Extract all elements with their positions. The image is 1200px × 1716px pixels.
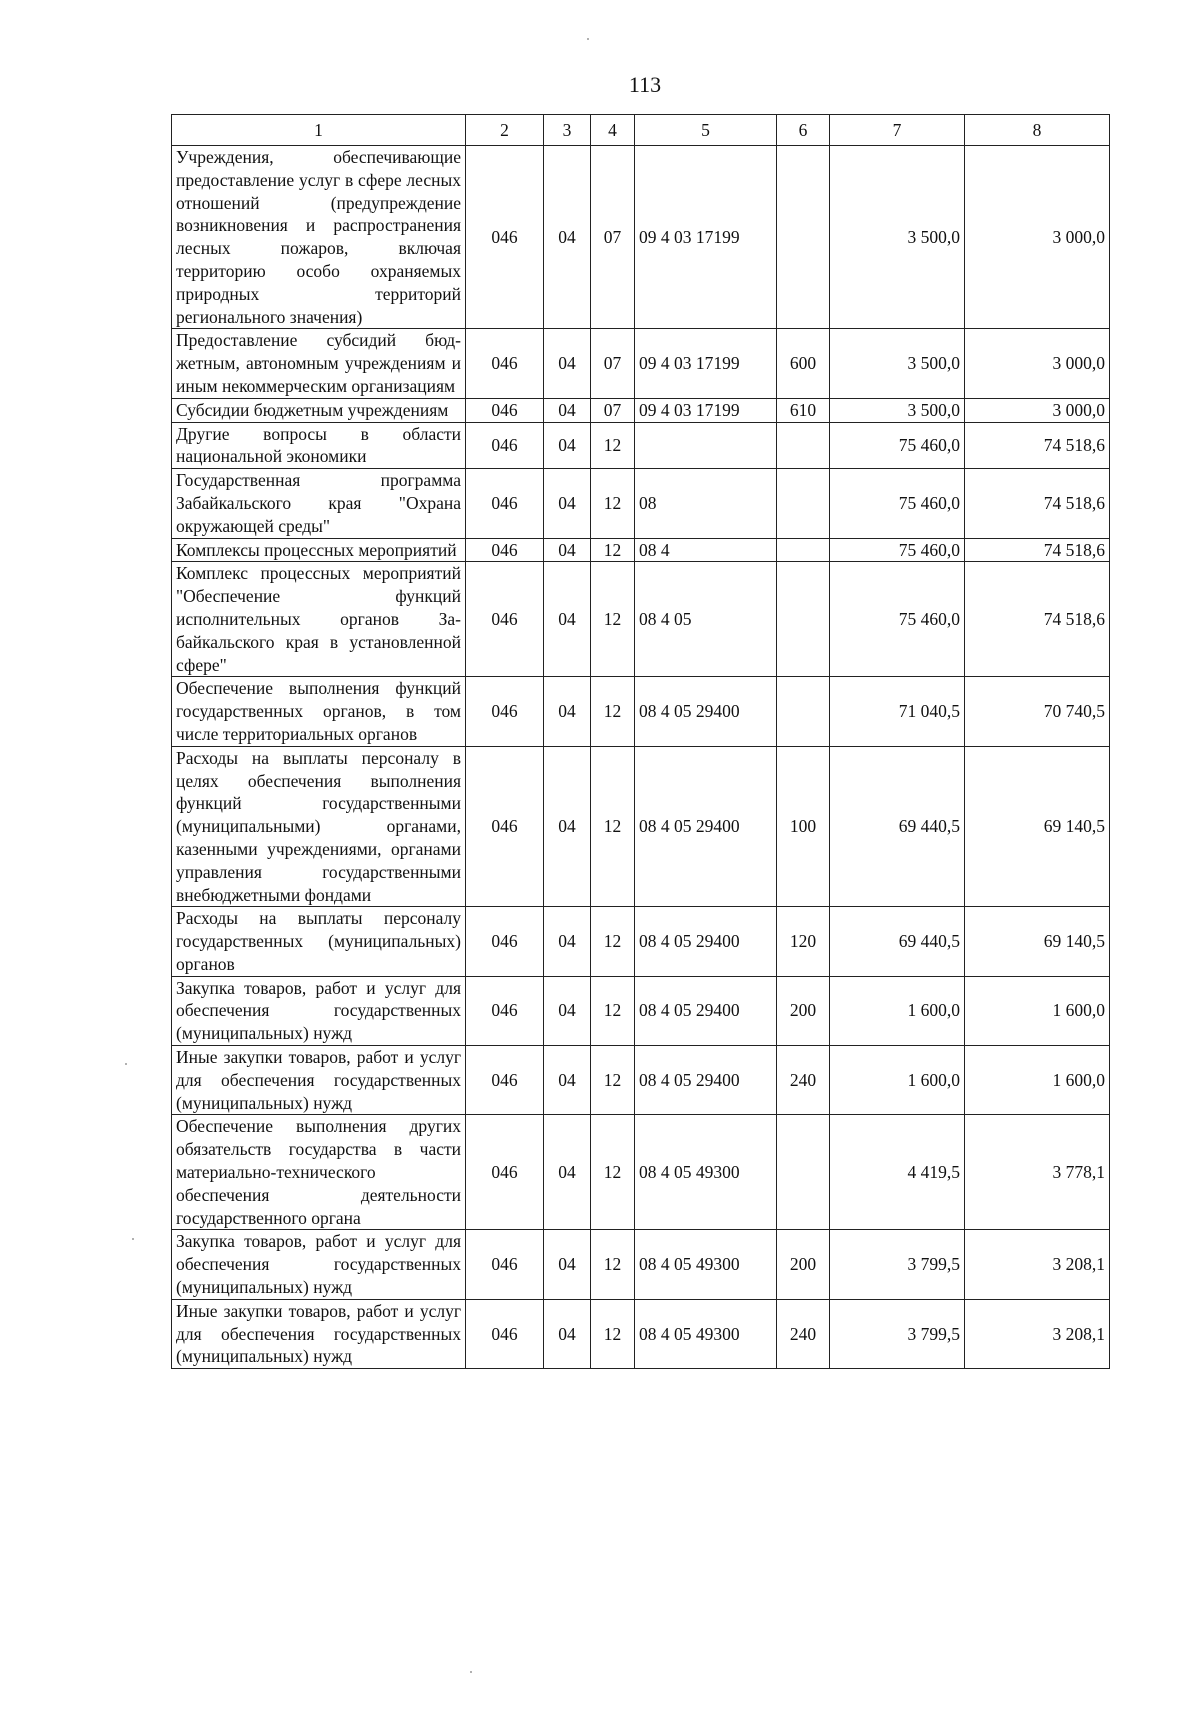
row-ved-code: 046 bbox=[466, 1230, 544, 1299]
row-expense-type bbox=[777, 538, 830, 562]
row-section-code: 04 bbox=[544, 422, 591, 469]
row-name: Обеспечение выполнения функций государственных органов, в том числе территориальных органов bbox=[172, 677, 466, 746]
row-section-code: 04 bbox=[544, 746, 591, 907]
row-target-article: 08 4 05 bbox=[635, 562, 777, 677]
row-ved-code: 046 bbox=[466, 1115, 544, 1230]
row-ved-code: 046 bbox=[466, 329, 544, 398]
row-ved-code: 046 bbox=[466, 1299, 544, 1368]
row-target-article: 08 bbox=[635, 469, 777, 538]
table-row bbox=[172, 422, 1110, 469]
row-section-code: 04 bbox=[544, 1230, 591, 1299]
row-target-article: 09 4 03 17199 bbox=[635, 329, 777, 398]
row-section-code: 04 bbox=[544, 907, 591, 976]
table-row bbox=[172, 976, 1110, 1045]
column-header-7: 7 bbox=[830, 115, 965, 146]
row-name: Расходы на выплаты персоналу в целях обеспечения выполнения функций государственными (муниципальными) органами, казенными учреждениями, органами управления государственными внебюджетными фондами bbox=[172, 746, 466, 907]
row-name: Учреждения, обеспечивающие предоставление услуг в сфере лесных отношений (предупреждение возникновения и распространения лесных пожаров, включая территорию особо охраняемых природных территорий регионального значения) bbox=[172, 146, 466, 329]
row-subsection-code: 12 bbox=[591, 1230, 635, 1299]
row-section-code: 04 bbox=[544, 146, 591, 329]
row-target-article: 08 4 05 29400 bbox=[635, 907, 777, 976]
row-ved-code: 046 bbox=[466, 398, 544, 422]
row-ved-code: 046 bbox=[466, 907, 544, 976]
row-name: Предоставление субсидий бюджетным, автономным учреждениям и иным некоммерческим организациям bbox=[172, 329, 466, 398]
table-row bbox=[172, 538, 1110, 562]
row-amount-year-1: 1 600,0 bbox=[830, 1046, 965, 1115]
row-name: Комплексы процессных мероприятий bbox=[172, 538, 466, 562]
row-amount-year-2: 3 208,1 bbox=[965, 1230, 1110, 1299]
row-section-code: 04 bbox=[544, 562, 591, 677]
row-expense-type: 200 bbox=[777, 976, 830, 1045]
row-section-code: 04 bbox=[544, 976, 591, 1045]
table-row bbox=[172, 746, 1110, 907]
table-row bbox=[172, 146, 1110, 329]
row-amount-year-1: 69 440,5 bbox=[830, 746, 965, 907]
row-subsection-code: 07 bbox=[591, 146, 635, 329]
row-subsection-code: 12 bbox=[591, 1299, 635, 1368]
row-section-code: 04 bbox=[544, 677, 591, 746]
row-amount-year-2: 74 518,6 bbox=[965, 562, 1110, 677]
row-subsection-code: 12 bbox=[591, 1115, 635, 1230]
row-target-article: 08 4 05 49300 bbox=[635, 1299, 777, 1368]
row-name: Закупка товаров, работ и услуг для обеспечения государственных (муниципальных) нужд bbox=[172, 1230, 466, 1299]
header-row bbox=[172, 115, 1110, 146]
table-row bbox=[172, 1115, 1110, 1230]
column-header-5: 5 bbox=[635, 115, 777, 146]
row-expense-type bbox=[777, 146, 830, 329]
row-subsection-code: 12 bbox=[591, 538, 635, 562]
row-subsection-code: 12 bbox=[591, 746, 635, 907]
row-section-code: 04 bbox=[544, 1115, 591, 1230]
row-amount-year-1: 75 460,0 bbox=[830, 469, 965, 538]
row-subsection-code: 12 bbox=[591, 907, 635, 976]
row-section-code: 04 bbox=[544, 1299, 591, 1368]
row-target-article: 08 4 05 29400 bbox=[635, 976, 777, 1045]
table-row bbox=[172, 469, 1110, 538]
row-ved-code: 046 bbox=[466, 538, 544, 562]
row-amount-year-2: 1 600,0 bbox=[965, 976, 1110, 1045]
row-name: Закупка товаров, работ и услуг для обеспечения государственных (муниципальных) нужд bbox=[172, 976, 466, 1045]
row-subsection-code: 12 bbox=[591, 976, 635, 1045]
row-expense-type bbox=[777, 677, 830, 746]
row-subsection-code: 07 bbox=[591, 329, 635, 398]
row-amount-year-1: 1 600,0 bbox=[830, 976, 965, 1045]
table-row bbox=[172, 1046, 1110, 1115]
row-name: Иные закупки товаров, работ и услуг для обеспечения государственных (муниципальных) нужд bbox=[172, 1046, 466, 1115]
column-header-4: 4 bbox=[591, 115, 635, 146]
row-amount-year-2: 3 208,1 bbox=[965, 1299, 1110, 1368]
row-expense-type: 610 bbox=[777, 398, 830, 422]
row-name: Субсидии бюджетным учреждениям bbox=[172, 398, 466, 422]
row-amount-year-1: 3 500,0 bbox=[830, 146, 965, 329]
row-name: Обеспечение выполнения других обязательств государства в части материально-технического обеспечения деятельности государственного органа bbox=[172, 1115, 466, 1230]
table-row bbox=[172, 1230, 1110, 1299]
row-amount-year-2: 69 140,5 bbox=[965, 746, 1110, 907]
row-target-article: 09 4 03 17199 bbox=[635, 146, 777, 329]
table-body bbox=[172, 146, 1110, 1369]
row-amount-year-1: 3 500,0 bbox=[830, 329, 965, 398]
row-subsection-code: 07 bbox=[591, 398, 635, 422]
row-name: Государственная программа Забайкальского края "Охрана окружающей среды" bbox=[172, 469, 466, 538]
row-amount-year-2: 69 140,5 bbox=[965, 907, 1110, 976]
row-subsection-code: 12 bbox=[591, 1046, 635, 1115]
table-row bbox=[172, 398, 1110, 422]
scan-speck bbox=[132, 1238, 134, 1240]
row-amount-year-1: 75 460,0 bbox=[830, 538, 965, 562]
row-target-article bbox=[635, 422, 777, 469]
column-header-1: 1 bbox=[172, 115, 466, 146]
row-amount-year-1: 4 419,5 bbox=[830, 1115, 965, 1230]
row-expense-type: 200 bbox=[777, 1230, 830, 1299]
row-expense-type: 120 bbox=[777, 907, 830, 976]
row-expense-type bbox=[777, 562, 830, 677]
scan-speck bbox=[470, 1671, 472, 1673]
row-ved-code: 046 bbox=[466, 746, 544, 907]
row-amount-year-1: 3 500,0 bbox=[830, 398, 965, 422]
row-expense-type bbox=[777, 422, 830, 469]
row-amount-year-2: 3 000,0 bbox=[965, 146, 1110, 329]
row-section-code: 04 bbox=[544, 329, 591, 398]
row-target-article: 08 4 bbox=[635, 538, 777, 562]
row-subsection-code: 12 bbox=[591, 469, 635, 538]
column-header-6: 6 bbox=[777, 115, 830, 146]
row-subsection-code: 12 bbox=[591, 677, 635, 746]
row-amount-year-1: 3 799,5 bbox=[830, 1230, 965, 1299]
scan-speck bbox=[587, 38, 589, 40]
row-amount-year-2: 3 000,0 bbox=[965, 398, 1110, 422]
row-ved-code: 046 bbox=[466, 976, 544, 1045]
budget-table bbox=[171, 114, 1110, 1369]
column-header-3: 3 bbox=[544, 115, 591, 146]
column-header-2: 2 bbox=[466, 115, 544, 146]
row-ved-code: 046 bbox=[466, 422, 544, 469]
row-amount-year-2: 74 518,6 bbox=[965, 422, 1110, 469]
row-section-code: 04 bbox=[544, 469, 591, 538]
row-expense-type: 100 bbox=[777, 746, 830, 907]
row-amount-year-2: 74 518,6 bbox=[965, 538, 1110, 562]
row-amount-year-1: 3 799,5 bbox=[830, 1299, 965, 1368]
row-amount-year-2: 74 518,6 bbox=[965, 469, 1110, 538]
row-target-article: 08 4 05 29400 bbox=[635, 746, 777, 907]
table-row bbox=[172, 1299, 1110, 1368]
row-name: Иные закупки товаров, работ и услуг для обеспечения государственных (муниципальных) нужд bbox=[172, 1299, 466, 1368]
row-amount-year-2: 3 778,1 bbox=[965, 1115, 1110, 1230]
row-subsection-code: 12 bbox=[591, 422, 635, 469]
row-amount-year-1: 69 440,5 bbox=[830, 907, 965, 976]
page-number: 113 bbox=[628, 72, 662, 97]
scan-speck bbox=[125, 1063, 127, 1065]
row-amount-year-2: 70 740,5 bbox=[965, 677, 1110, 746]
table-row bbox=[172, 329, 1110, 398]
row-ved-code: 046 bbox=[466, 469, 544, 538]
row-expense-type: 600 bbox=[777, 329, 830, 398]
row-amount-year-1: 75 460,0 bbox=[830, 562, 965, 677]
row-target-article: 08 4 05 29400 bbox=[635, 677, 777, 746]
row-name: Другие вопросы в области национальной экономики bbox=[172, 422, 466, 469]
row-section-code: 04 bbox=[544, 1046, 591, 1115]
row-expense-type bbox=[777, 469, 830, 538]
column-header-8: 8 bbox=[965, 115, 1110, 146]
table-row bbox=[172, 562, 1110, 677]
row-amount-year-2: 1 600,0 bbox=[965, 1046, 1110, 1115]
row-amount-year-1: 71 040,5 bbox=[830, 677, 965, 746]
row-section-code: 04 bbox=[544, 398, 591, 422]
row-target-article: 08 4 05 49300 bbox=[635, 1230, 777, 1299]
row-target-article: 08 4 05 29400 bbox=[635, 1046, 777, 1115]
row-ved-code: 046 bbox=[466, 677, 544, 746]
table-row bbox=[172, 907, 1110, 976]
row-ved-code: 046 bbox=[466, 562, 544, 677]
row-name: Комплекс процессных мероприятий "Обеспечение функций исполнительных органов Забайкальского края в установленной сфере" bbox=[172, 562, 466, 677]
row-name: Расходы на выплаты персоналу государственных (муниципальных) органов bbox=[172, 907, 466, 976]
row-amount-year-1: 75 460,0 bbox=[830, 422, 965, 469]
row-expense-type: 240 bbox=[777, 1046, 830, 1115]
row-expense-type: 240 bbox=[777, 1299, 830, 1368]
row-subsection-code: 12 bbox=[591, 562, 635, 677]
row-ved-code: 046 bbox=[466, 146, 544, 329]
row-amount-year-2: 3 000,0 bbox=[965, 329, 1110, 398]
row-section-code: 04 bbox=[544, 538, 591, 562]
row-expense-type bbox=[777, 1115, 830, 1230]
table-row bbox=[172, 677, 1110, 746]
row-target-article: 09 4 03 17199 bbox=[635, 398, 777, 422]
row-ved-code: 046 bbox=[466, 1046, 544, 1115]
row-target-article: 08 4 05 49300 bbox=[635, 1115, 777, 1230]
